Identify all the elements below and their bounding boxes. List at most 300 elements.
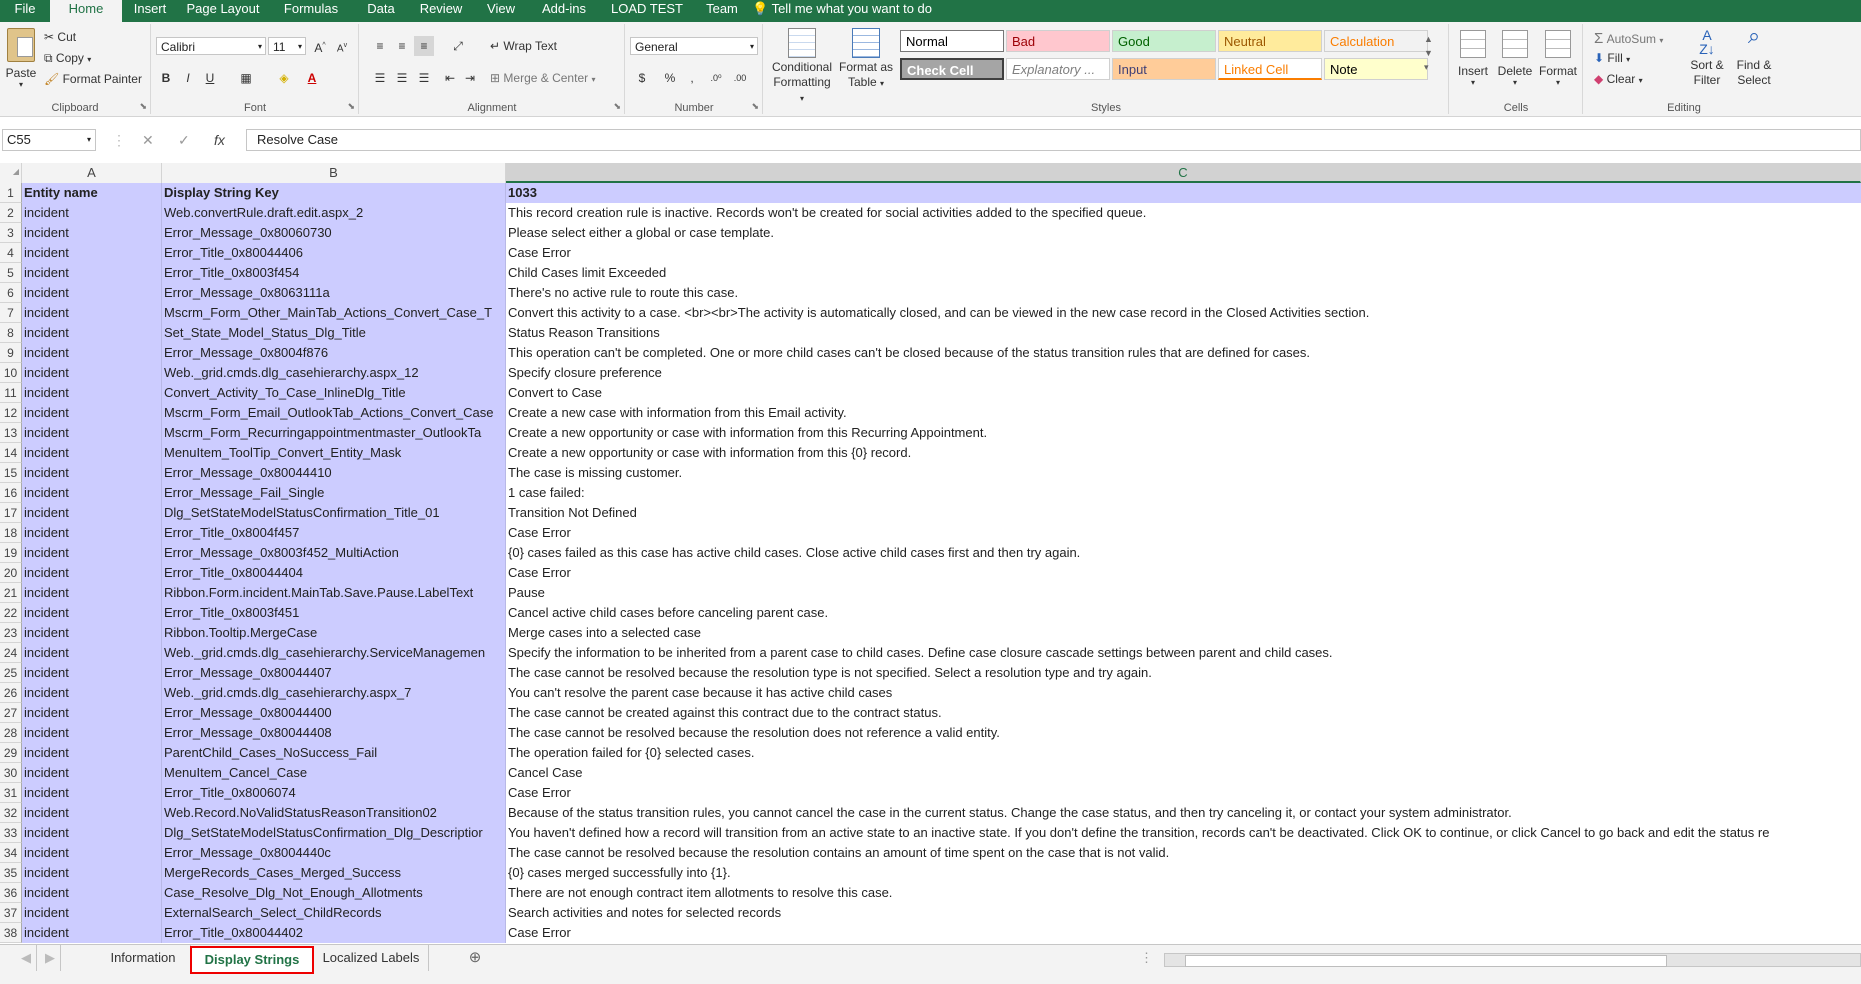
row-number[interactable]: 20 bbox=[0, 563, 22, 583]
align-center-icon[interactable]: ☰ bbox=[396, 71, 408, 85]
gallery-scroll-icon[interactable]: ▲ ▼ ▾ bbox=[1424, 34, 1433, 72]
table-row bbox=[0, 423, 1861, 443]
row-number[interactable]: 12 bbox=[0, 403, 22, 423]
format-as-table-button[interactable] bbox=[838, 28, 894, 91]
row-number[interactable]: 1 bbox=[0, 183, 22, 203]
table-row bbox=[0, 203, 1861, 223]
cell-display-string-key[interactable]: Display String Key bbox=[162, 183, 506, 203]
cell-entity-name[interactable]: incident bbox=[22, 843, 162, 863]
cell-display-string-key[interactable]: Ribbon.Tooltip.MergeCase bbox=[162, 623, 506, 643]
column-header-c[interactable]: C bbox=[506, 163, 1861, 183]
cell-localized-string[interactable]: This operation can't be completed. One or more child cases can't be closed because of the status transition rules that are defined for cases. bbox=[506, 343, 1861, 363]
cell-localized-string[interactable]: Case Error bbox=[506, 563, 1861, 583]
name-box[interactable] bbox=[2, 129, 96, 151]
name-box-value: C55 bbox=[7, 132, 31, 147]
cell-localized-string[interactable]: Specify closure preference bbox=[506, 363, 1861, 383]
cell-display-string-key[interactable]: Error_Message_Fail_Single bbox=[162, 483, 506, 503]
cell-localized-string[interactable]: Create a new opportunity or case with information from this Recurring Appointment. bbox=[506, 423, 1861, 443]
cell-localized-string[interactable]: Child Cases limit Exceeded bbox=[506, 263, 1861, 283]
cell-display-string-key[interactable]: Error_Title_0x80044404 bbox=[162, 563, 506, 583]
font-size-select[interactable] bbox=[268, 37, 306, 55]
ribbon-tab-load-test[interactable]: LOAD TEST bbox=[610, 1, 683, 16]
bold-button[interactable]: B bbox=[161, 71, 171, 85]
cell-localized-string[interactable]: The case is missing customer. bbox=[506, 463, 1861, 483]
format-cells-icon bbox=[1545, 30, 1571, 58]
cell-display-string-key[interactable]: Case_Resolve_Dlg_Not_Enough_Allotments bbox=[162, 883, 506, 903]
row-number[interactable]: 17 bbox=[0, 503, 22, 523]
table-row bbox=[0, 603, 1861, 623]
cell-localized-string[interactable]: The case cannot be created against this contract due to the contract status. bbox=[506, 703, 1861, 723]
insert-cells-icon bbox=[1460, 30, 1486, 58]
merge-center-label: Merge & Center bbox=[503, 71, 589, 85]
align-bottom-icon[interactable]: ≡ bbox=[414, 36, 434, 56]
row-number[interactable]: 3 bbox=[0, 223, 22, 243]
cell-entity-name[interactable]: incident bbox=[22, 343, 162, 363]
cell-style-bad[interactable]: Bad bbox=[1006, 30, 1110, 52]
fill-button[interactable] bbox=[1594, 51, 1630, 65]
cell-entity-name[interactable]: incident bbox=[22, 883, 162, 903]
wrap-text-button[interactable] bbox=[490, 39, 557, 53]
cell-style-input[interactable]: Input bbox=[1112, 58, 1216, 80]
cell-localized-string[interactable]: {0} cases failed as this case has active child cases. Close active child cases first and then try again. bbox=[506, 543, 1861, 563]
copy-icon: ⧉ bbox=[44, 51, 53, 65]
table-row bbox=[0, 803, 1861, 823]
cell-entity-name[interactable]: incident bbox=[22, 683, 162, 703]
cell-entity-name[interactable]: incident bbox=[22, 383, 162, 403]
cell-entity-name[interactable]: incident bbox=[22, 563, 162, 583]
cell-entity-name[interactable]: incident bbox=[22, 203, 162, 223]
cell-entity-name[interactable]: incident bbox=[22, 623, 162, 643]
chevron-down-icon: ▾ bbox=[1626, 55, 1631, 64]
align-right-icon[interactable]: ☰ bbox=[418, 71, 430, 85]
cell-display-string-key[interactable]: Error_Message_0x8004f876 bbox=[162, 343, 506, 363]
cell-entity-name[interactable]: incident bbox=[22, 323, 162, 343]
table-row bbox=[0, 763, 1861, 783]
cell-display-string-key[interactable]: ExternalSearch_Select_ChildRecords bbox=[162, 903, 506, 923]
row-number[interactable]: 34 bbox=[0, 843, 22, 863]
cell-entity-name[interactable]: incident bbox=[22, 523, 162, 543]
table-row bbox=[0, 643, 1861, 663]
cells-group-label: Cells bbox=[1503, 102, 1529, 114]
cell-entity-name[interactable]: incident bbox=[22, 443, 162, 463]
cell-style-check-cell[interactable]: Check Cell bbox=[900, 58, 1004, 80]
cell-display-string-key[interactable]: Error_Message_0x80044408 bbox=[162, 723, 506, 743]
row-number[interactable]: 29 bbox=[0, 743, 22, 763]
ribbon-tab-team[interactable]: Team bbox=[706, 1, 738, 16]
horizontal-scrollbar[interactable] bbox=[1164, 953, 1861, 967]
column-header-b[interactable]: B bbox=[162, 163, 506, 183]
table-row bbox=[0, 823, 1861, 843]
format-cells-button[interactable] bbox=[1538, 30, 1578, 87]
table-row bbox=[0, 503, 1861, 523]
eraser-icon: ◆ bbox=[1594, 72, 1604, 86]
decrease-font-size-button[interactable]: $A^v$ bbox=[336, 42, 348, 55]
chevron-down-icon: ▾ bbox=[87, 55, 92, 64]
cell-localized-string[interactable]: Transition Not Defined bbox=[506, 503, 1861, 523]
row-number[interactable]: 38 bbox=[0, 923, 22, 943]
table-row bbox=[0, 343, 1861, 363]
row-number[interactable]: 16 bbox=[0, 483, 22, 503]
italic-button[interactable]: I bbox=[186, 71, 190, 85]
cell-entity-name[interactable]: incident bbox=[22, 483, 162, 503]
cell-localized-string[interactable]: You haven't defined how a record will transition from an active state to an inactive state. If you don't define the transition, records can't be deactivated. Click OK to continue, or click Cancel to go back and edit the status re bbox=[506, 823, 1861, 843]
autosum-button[interactable] bbox=[1594, 30, 1663, 47]
cell-display-string-key[interactable]: Dlg_SetStateModelStatusConfirmation_Dlg_Descriptior bbox=[162, 823, 506, 843]
lightbulb-icon: 💡 bbox=[752, 1, 769, 16]
cell-localized-string[interactable]: Case Error bbox=[506, 923, 1861, 943]
add-sheet-icon[interactable]: ⊕ bbox=[468, 949, 482, 966]
row-number[interactable]: 22 bbox=[0, 603, 22, 623]
cell-display-string-key[interactable]: Ribbon.Form.incident.MainTab.Save.Pause.LabelText bbox=[162, 583, 506, 603]
font-group bbox=[152, 24, 359, 114]
column-header-a[interactable]: A bbox=[22, 163, 162, 183]
row-number[interactable]: 2 bbox=[0, 203, 22, 223]
align-left-icon[interactable]: ☰ bbox=[374, 71, 386, 85]
cell-style-neutral[interactable]: Neutral bbox=[1218, 30, 1322, 52]
merge-center-button[interactable] bbox=[490, 71, 595, 85]
tell-me-label: Tell me what you want to do bbox=[771, 1, 932, 16]
comma-button[interactable]: , bbox=[690, 71, 694, 85]
cell-entity-name[interactable]: incident bbox=[22, 863, 162, 883]
sheet-tab-display-strings[interactable]: Display Strings bbox=[190, 946, 314, 974]
row-number[interactable]: 6 bbox=[0, 283, 22, 303]
cell-display-string-key[interactable]: Set_State_Model_Status_Dlg_Title bbox=[162, 323, 506, 343]
cell-localized-string[interactable]: Convert to Case bbox=[506, 383, 1861, 403]
ribbon-tab-data[interactable]: Data bbox=[367, 1, 395, 16]
cell-display-string-key[interactable]: Convert_Activity_To_Case_InlineDlg_Title bbox=[162, 383, 506, 403]
table-row bbox=[0, 863, 1861, 883]
cell-entity-name[interactable]: incident bbox=[22, 463, 162, 483]
decrease-indent-icon[interactable]: ⇤ bbox=[444, 71, 456, 85]
scroll-left-icon[interactable]: ◀ bbox=[16, 945, 37, 971]
row-number[interactable]: 37 bbox=[0, 903, 22, 923]
cell-style-good[interactable]: Good bbox=[1112, 30, 1216, 52]
row-number[interactable]: 24 bbox=[0, 643, 22, 663]
ribbon-tab-home[interactable]: Home bbox=[50, 0, 122, 22]
cell-localized-string[interactable]: Merge cases into a selected case bbox=[506, 623, 1861, 643]
cell-localized-string[interactable]: Create a new case with information from this Email activity. bbox=[506, 403, 1861, 423]
cell-entity-name[interactable]: incident bbox=[22, 303, 162, 323]
ribbon-tab-insert[interactable]: Insert bbox=[133, 1, 167, 16]
cut-label: Cut bbox=[57, 30, 77, 44]
cell-display-string-key[interactable]: Error_Message_0x80044400 bbox=[162, 703, 506, 723]
cell-display-string-key[interactable]: Error_Title_0x8004f457 bbox=[162, 523, 506, 543]
cell-localized-string[interactable]: The case cannot be resolved because the resolution contains an amount of time spent on the case that is not valid. bbox=[506, 843, 1861, 863]
cell-entity-name[interactable]: incident bbox=[22, 823, 162, 843]
cell-localized-string[interactable]: This record creation rule is inactive. Records won't be created for social activities added to the specified queue. bbox=[506, 203, 1861, 223]
cell-display-string-key[interactable]: Error_Message_0x8063111a bbox=[162, 283, 506, 303]
underline-button[interactable]: U bbox=[205, 71, 215, 85]
table-row bbox=[0, 243, 1861, 263]
cell-display-string-key[interactable]: Error_Title_0x8006074 bbox=[162, 783, 506, 803]
row-number[interactable]: 7 bbox=[0, 303, 22, 323]
cell-display-string-key[interactable]: Error_Message_0x80044410 bbox=[162, 463, 506, 483]
cell-entity-name[interactable]: incident bbox=[22, 723, 162, 743]
cell-entity-name[interactable]: incident bbox=[22, 543, 162, 563]
ribbon-tab-formulas[interactable]: Formulas bbox=[283, 1, 339, 16]
cell-display-string-key[interactable]: Web.Record.NoValidStatusReasonTransition02 bbox=[162, 803, 506, 823]
chevron-down-icon: ▾ bbox=[591, 75, 596, 84]
paste-label: Paste bbox=[5, 66, 37, 80]
column-headers bbox=[0, 163, 1861, 184]
row-number[interactable]: 15 bbox=[0, 463, 22, 483]
cell-entity-name[interactable]: incident bbox=[22, 923, 162, 943]
cell-localized-string[interactable]: You can't resolve the parent case because it has active child cases bbox=[506, 683, 1861, 703]
cell-style-normal[interactable]: Normal bbox=[900, 30, 1004, 52]
formula-input[interactable]: Resolve Case bbox=[246, 129, 1861, 151]
percent-button[interactable]: % bbox=[664, 71, 676, 85]
cell-entity-name[interactable]: incident bbox=[22, 263, 162, 283]
cell-entity-name[interactable]: incident bbox=[22, 783, 162, 803]
decrease-decimal-icon[interactable]: .00 bbox=[733, 73, 747, 83]
row-number[interactable]: 18 bbox=[0, 523, 22, 543]
tell-me-box[interactable] bbox=[752, 0, 932, 22]
cell-localized-string[interactable]: There are not enough contract item allotments to resolve this case. bbox=[506, 883, 1861, 903]
worksheet-grid bbox=[0, 183, 1861, 944]
cell-localized-string[interactable]: Status Reason Transitions bbox=[506, 323, 1861, 343]
cell-entity-name[interactable]: incident bbox=[22, 703, 162, 723]
table-row bbox=[0, 363, 1861, 383]
font-name-select[interactable] bbox=[156, 37, 266, 55]
cell-style-explanatory[interactable]: Explanatory ... bbox=[1006, 58, 1110, 80]
cell-localized-string[interactable]: Because of the status transition rules, you cannot cancel the case in the current status. Change the case status, and then try canceling it, or contact your system administrator. bbox=[506, 803, 1861, 823]
cell-display-string-key[interactable]: Web._grid.cmds.dlg_casehierarchy.aspx_7 bbox=[162, 683, 506, 703]
wrap-text-label: Wrap Text bbox=[503, 39, 557, 53]
insert-function-icon[interactable]: fx bbox=[214, 132, 225, 148]
cell-localized-string[interactable]: Cancel Case bbox=[506, 763, 1861, 783]
find-select-label: Find & Select bbox=[1736, 58, 1772, 87]
number-group bbox=[626, 24, 763, 114]
chevron-down-icon: ▾ bbox=[1659, 36, 1664, 45]
cell-display-string-key[interactable]: Error_Title_0x80044406 bbox=[162, 243, 506, 263]
table-row bbox=[0, 263, 1861, 283]
paste-button[interactable] bbox=[4, 28, 38, 89]
dialog-launcher-icon[interactable]: ⬊ bbox=[613, 101, 621, 111]
cell-entity-name[interactable]: incident bbox=[22, 223, 162, 243]
cell-display-string-key[interactable]: Error_Message_0x8003f452_MultiAction bbox=[162, 543, 506, 563]
scroll-right-icon[interactable]: ▶ bbox=[40, 945, 61, 971]
row-number[interactable]: 13 bbox=[0, 423, 22, 443]
cell-display-string-key[interactable]: Web._grid.cmds.dlg_casehierarchy.ServiceManagemen bbox=[162, 643, 506, 663]
table-row bbox=[0, 683, 1861, 703]
sheet-tab-localized-labels[interactable]: Localized Labels bbox=[314, 945, 429, 971]
delete-cells-icon bbox=[1502, 30, 1528, 58]
select-all-corner[interactable]: ◢ bbox=[0, 163, 22, 183]
number-format-value: General bbox=[635, 40, 678, 54]
row-number[interactable]: 4 bbox=[0, 243, 22, 263]
conditional-formatting-icon bbox=[788, 28, 816, 58]
table-row bbox=[0, 723, 1861, 743]
row-number[interactable]: 26 bbox=[0, 683, 22, 703]
cell-entity-name[interactable]: incident bbox=[22, 903, 162, 923]
align-top-icon[interactable]: ≡ bbox=[376, 39, 384, 53]
cell-localized-string[interactable]: Case Error bbox=[506, 243, 1861, 263]
row-number[interactable]: 21 bbox=[0, 583, 22, 603]
cell-display-string-key[interactable]: Web.convertRule.draft.edit.aspx_2 bbox=[162, 203, 506, 223]
chevron-down-icon: ▾ bbox=[749, 42, 754, 51]
ribbon-tab-review[interactable]: Review bbox=[419, 1, 463, 16]
cell-localized-string[interactable]: 1 case failed: bbox=[506, 483, 1861, 503]
row-number[interactable]: 27 bbox=[0, 703, 22, 723]
dialog-launcher-icon[interactable]: ⬊ bbox=[139, 101, 147, 111]
number-format-select[interactable] bbox=[630, 37, 758, 55]
cell-localized-string[interactable]: The operation failed for {0} selected cases. bbox=[506, 743, 1861, 763]
table-row bbox=[0, 303, 1861, 323]
scissors-icon: ✂ bbox=[44, 30, 55, 44]
cell-style-linked-cell[interactable]: Linked Cell bbox=[1218, 58, 1322, 80]
ribbon-tab-file[interactable]: File bbox=[14, 1, 36, 16]
row-number[interactable]: 23 bbox=[0, 623, 22, 643]
cell-localized-string[interactable]: Specify the information to be inherited from a parent case to child cases. Define case closure cascade settings between parent and child cases. bbox=[506, 643, 1861, 663]
cell-localized-string[interactable]: There's no active rule to route this case. bbox=[506, 283, 1861, 303]
cell-localized-string[interactable]: Convert this activity to a case. <br><br>The activity is automatically closed, and can be viewed in the new case record in the Closed Activities section. bbox=[506, 303, 1861, 323]
sheet-tab-information[interactable]: Information bbox=[96, 945, 191, 971]
row-number[interactable]: 31 bbox=[0, 783, 22, 803]
cell-localized-string[interactable]: {0} cases merged successfully into {1}. bbox=[506, 863, 1861, 883]
row-number[interactable]: 8 bbox=[0, 323, 22, 343]
cell-display-string-key[interactable]: Error_Title_0x80044402 bbox=[162, 923, 506, 943]
tab-splitter-icon[interactable]: ⋮ bbox=[1140, 950, 1153, 965]
align-middle-icon[interactable]: ≡ bbox=[398, 39, 406, 53]
cell-localized-string[interactable]: The case cannot be resolved because the resolution does not reference a valid entity. bbox=[506, 723, 1861, 743]
ribbon-tab-add-ins[interactable]: Add-ins bbox=[541, 1, 587, 16]
row-number[interactable]: 5 bbox=[0, 263, 22, 283]
enter-check-icon[interactable]: ✓ bbox=[178, 132, 190, 148]
cell-entity-name[interactable]: incident bbox=[22, 663, 162, 683]
row-number[interactable]: 28 bbox=[0, 723, 22, 743]
cell-display-string-key[interactable]: Mscrm_Form_Recurringappointmentmaster_OutlookTa bbox=[162, 423, 506, 443]
table-row bbox=[0, 443, 1861, 463]
cell-display-string-key[interactable]: MenuItem_ToolTip_Convert_Entity_Mask bbox=[162, 443, 506, 463]
paintbrush-icon: 🖌 bbox=[44, 72, 60, 86]
table-row bbox=[0, 323, 1861, 343]
cell-entity-name[interactable]: incident bbox=[22, 603, 162, 623]
cell-display-string-key[interactable]: Error_Title_0x8003f454 bbox=[162, 263, 506, 283]
fill-label: Fill bbox=[1607, 51, 1623, 65]
cell-entity-name[interactable]: incident bbox=[22, 763, 162, 783]
formula-bar bbox=[0, 127, 1861, 153]
find-select-button[interactable] bbox=[1730, 23, 1778, 88]
increase-decimal-icon[interactable]: .0⁰ bbox=[710, 73, 722, 83]
table-row bbox=[0, 403, 1861, 423]
format-painter-button[interactable] bbox=[44, 72, 142, 86]
increase-indent-icon[interactable]: ⇥ bbox=[464, 71, 476, 85]
cell-localized-string[interactable]: Create a new opportunity or case with information from this {0} record. bbox=[506, 443, 1861, 463]
scrollbar-thumb[interactable] bbox=[1185, 955, 1667, 967]
cell-display-string-key[interactable]: MergeRecords_Cases_Merged_Success bbox=[162, 863, 506, 883]
cell-localized-string[interactable]: Case Error bbox=[506, 783, 1861, 803]
more-options-icon: ⋮ bbox=[112, 132, 126, 148]
insert-cells-button[interactable] bbox=[1454, 30, 1492, 87]
row-number[interactable]: 32 bbox=[0, 803, 22, 823]
cell-display-string-key[interactable]: Mscrm_Form_Other_MainTab_Actions_Convert_Case_T bbox=[162, 303, 506, 323]
cell-display-string-key[interactable]: Error_Message_0x80044407 bbox=[162, 663, 506, 683]
table-row bbox=[0, 783, 1861, 803]
sort-filter-button[interactable] bbox=[1684, 28, 1730, 88]
borders-icon[interactable]: ▦ bbox=[240, 71, 252, 85]
table-row bbox=[0, 883, 1861, 903]
delete-cells-button[interactable] bbox=[1496, 30, 1534, 87]
cell-entity-name[interactable]: incident bbox=[22, 583, 162, 603]
cut-button[interactable] bbox=[44, 30, 76, 44]
cell-display-string-key[interactable]: Dlg_SetStateModelStatusConfirmation_Title_01 bbox=[162, 503, 506, 523]
conditional-formatting-button[interactable] bbox=[770, 28, 834, 106]
cell-entity-name[interactable]: incident bbox=[22, 283, 162, 303]
chevron-down-icon: ▾ bbox=[257, 42, 262, 51]
row-number[interactable]: 9 bbox=[0, 343, 22, 363]
row-number[interactable]: 14 bbox=[0, 443, 22, 463]
cell-entity-name[interactable]: Entity name bbox=[22, 183, 162, 203]
cell-localized-string[interactable]: Search activities and notes for selected records bbox=[506, 903, 1861, 923]
cell-style-calculation[interactable]: Calculation bbox=[1324, 30, 1428, 52]
cell-entity-name[interactable]: incident bbox=[22, 503, 162, 523]
cell-localized-string[interactable]: Pause bbox=[506, 583, 1861, 603]
cell-entity-name[interactable]: incident bbox=[22, 743, 162, 763]
chevron-down-icon: ▾ bbox=[1638, 76, 1643, 85]
table-row bbox=[0, 563, 1861, 583]
row-number[interactable]: 30 bbox=[0, 763, 22, 783]
cell-entity-name[interactable]: incident bbox=[22, 363, 162, 383]
accounting-format-icon[interactable]: $ bbox=[638, 71, 646, 85]
cell-display-string-key[interactable]: Mscrm_Form_Email_OutlookTab_Actions_Convert_Case bbox=[162, 403, 506, 423]
row-number[interactable]: 11 bbox=[0, 383, 22, 403]
ribbon-tab-view[interactable]: View bbox=[487, 1, 515, 16]
row-number[interactable]: 19 bbox=[0, 543, 22, 563]
orientation-icon[interactable]: ⤢ bbox=[453, 39, 463, 53]
dialog-launcher-icon[interactable]: ⬊ bbox=[347, 101, 355, 111]
cell-localized-string[interactable]: The case cannot be resolved because the resolution type is not specified. Select a resolution type and try again. bbox=[506, 663, 1861, 683]
increase-font-size-button[interactable]: A^ bbox=[314, 41, 326, 55]
clear-button[interactable] bbox=[1594, 72, 1643, 86]
cell-localized-string[interactable]: 1033 bbox=[506, 183, 1861, 203]
dialog-launcher-icon[interactable]: ⬊ bbox=[751, 101, 759, 111]
cell-display-string-key[interactable]: Web._grid.cmds.dlg_casehierarchy.aspx_12 bbox=[162, 363, 506, 383]
table-row bbox=[0, 663, 1861, 683]
row-number[interactable]: 36 bbox=[0, 883, 22, 903]
cell-entity-name[interactable]: incident bbox=[22, 243, 162, 263]
cell-display-string-key[interactable]: ParentChild_Cases_NoSuccess_Fail bbox=[162, 743, 506, 763]
cell-display-string-key[interactable]: Error_Message_0x8004440c bbox=[162, 843, 506, 863]
copy-button[interactable] bbox=[44, 51, 91, 66]
table-row bbox=[0, 463, 1861, 483]
ribbon-tab-page-layout[interactable]: Page Layout bbox=[186, 1, 260, 16]
fill-color-icon[interactable]: ◈ bbox=[279, 71, 289, 85]
alignment-group bbox=[360, 24, 625, 114]
row-number[interactable]: 35 bbox=[0, 863, 22, 883]
font-name-value: Calibri bbox=[161, 40, 196, 54]
row-number[interactable]: 10 bbox=[0, 363, 22, 383]
cell-entity-name[interactable]: incident bbox=[22, 423, 162, 443]
format-cells-label: Format bbox=[1538, 64, 1577, 78]
cell-localized-string[interactable]: Cancel active child cases before canceling parent case. bbox=[506, 603, 1861, 623]
cancel-icon[interactable]: ✕ bbox=[142, 132, 154, 148]
cell-entity-name[interactable]: incident bbox=[22, 403, 162, 423]
editing-group-label: Editing bbox=[1667, 102, 1701, 114]
cell-localized-string[interactable]: Please select either a global or case template. bbox=[506, 223, 1861, 243]
cell-display-string-key[interactable]: MenuItem_Cancel_Case bbox=[162, 763, 506, 783]
chevron-down-icon: ▾ bbox=[799, 94, 804, 103]
cell-entity-name[interactable]: incident bbox=[22, 803, 162, 823]
cell-display-string-key[interactable]: Error_Message_0x80060730 bbox=[162, 223, 506, 243]
cell-display-string-key[interactable]: Error_Title_0x8003f451 bbox=[162, 603, 506, 623]
format-painter-label: Format Painter bbox=[62, 72, 142, 86]
cell-localized-string[interactable]: Case Error bbox=[506, 523, 1861, 543]
row-number[interactable]: 33 bbox=[0, 823, 22, 843]
row-number[interactable]: 25 bbox=[0, 663, 22, 683]
cell-entity-name[interactable]: incident bbox=[22, 643, 162, 663]
font-color-icon[interactable]: A bbox=[307, 71, 317, 85]
cell-style-note[interactable]: Note bbox=[1324, 58, 1428, 80]
